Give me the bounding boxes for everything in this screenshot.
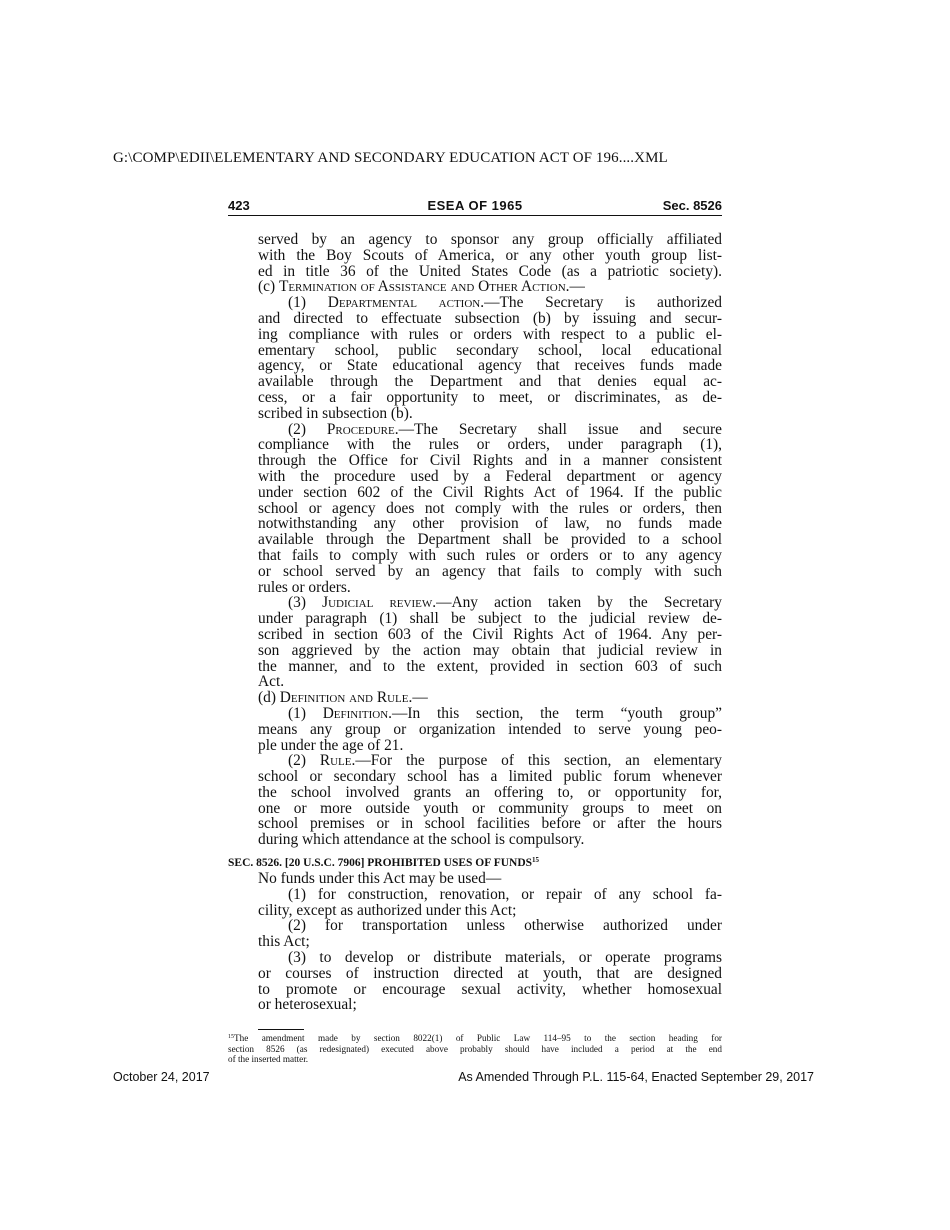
footnote-divider xyxy=(258,1029,304,1030)
text-line: or courses of instruction directed at youth, that are designed xyxy=(258,964,722,982)
running-title: ESEA OF 1965 xyxy=(427,198,523,213)
text-line: or school served by an agency that fails to comply with such xyxy=(258,562,722,580)
text-line: means any group or organization intended to serve young peo- xyxy=(258,720,722,738)
text-line: No funds under this Act may be used— xyxy=(258,870,502,887)
footer-amended-through: As Amended Through P.L. 115-64, Enacted September 29, 2017 xyxy=(458,1070,814,1084)
text-line: under section 602 of the Civil Rights Act of 1964. If the public xyxy=(258,483,722,501)
text-line: ple under the age of 21. xyxy=(258,736,404,754)
section-heading-text: SEC. 8526. [20 U.S.C. 7906] PROHIBITED USES OF FUNDS xyxy=(228,857,533,869)
text-line: or heterosexual; xyxy=(258,996,357,1014)
text-line: (3) Judicial review.—Any action taken by the Secretary xyxy=(288,594,723,612)
text-line: served by an agency to sponsor any group officially affiliated xyxy=(258,231,722,248)
text-line: ementary school, public secondary school, local educational xyxy=(258,341,722,359)
text-line: school or agency does not comply with the rules or orders, then xyxy=(258,499,722,517)
text-line: cess, or a fair opportunity to meet, or discriminates, as de- xyxy=(258,388,722,406)
text-line: that fails to comply with such rules or orders or to any agency xyxy=(258,546,722,564)
text-line: the manner, and to the extent, provided in section 603 of such xyxy=(258,657,722,675)
text-line: scribed in section 603 of the Civil Rights Act of 1964. Any per- xyxy=(258,625,722,643)
text-line: ed in title 36 of the United States Code (as a patriotic society). xyxy=(258,262,722,280)
footnote-number: 15 xyxy=(228,1034,234,1040)
text-line: (1) for construction, renovation, or repair of any school fa- xyxy=(288,885,722,903)
text-line: Act. xyxy=(258,673,285,691)
text-line: during which attendance at the school is compulsory. xyxy=(258,831,585,849)
text-line: school or secondary school has a limited public forum whenever xyxy=(258,768,722,786)
subsection-heading: Definition and Rule. xyxy=(279,689,413,707)
text-line: with the Boy Scouts of America, or any other youth group list- xyxy=(258,246,722,264)
footnote-line: $^{15}$The amendment made by section 8022(1) of Public Law 114–95 to the section heading for xyxy=(228,1033,722,1043)
text-line: the school involved grants an offering to, or opportunity for, xyxy=(258,783,722,801)
text-line: under paragraph (1) shall be subject to the judicial review de- xyxy=(258,610,722,628)
text-line: to promote or encourage sexual activity, whether homosexual xyxy=(258,980,722,998)
section-body xyxy=(258,871,722,1013)
text-line: compliance with the rules or orders, under paragraph (1), xyxy=(258,436,722,454)
text-line: scribed in subsection (b). xyxy=(258,404,413,422)
text-line: and directed to effectuate subsection (b) by issuing and secur- xyxy=(258,309,722,327)
body-text xyxy=(258,232,722,848)
text-line: son aggrieved by the action may obtain that judicial review in xyxy=(258,641,722,659)
subsection-heading: Rule. xyxy=(319,752,356,770)
text-line: this Act; xyxy=(258,933,310,951)
text-line: (1) Departmental action.—The Secretary is authorized xyxy=(288,294,722,312)
footnote xyxy=(228,1032,722,1065)
footnote-line: of the inserted matter. xyxy=(228,1054,309,1064)
text-line: available through the Department shall be provided to a school xyxy=(258,531,722,549)
subsection-heading: Procedure. xyxy=(326,420,399,438)
running-head xyxy=(228,198,722,216)
text-line: (2) Procedure.—The Secretary shall issue and secure xyxy=(288,420,722,438)
text-line: cility, except as authorized under this Act; xyxy=(258,901,517,919)
footnote-line: section 8526 (as redesignated) executed above probably should have included a period at the end xyxy=(228,1043,722,1054)
subsection-heading: Judicial review. xyxy=(322,594,437,612)
text-line: through the Office for Civil Rights and in a manner consistent xyxy=(258,452,722,470)
footnote-ref[interactable]: 15 xyxy=(532,856,540,864)
footer-date: October 24, 2017 xyxy=(113,1070,210,1084)
section-heading xyxy=(228,856,539,869)
text-line: (2) for transportation unless otherwise authorized under xyxy=(288,917,722,935)
text-line: (1) Definition.—In this section, the term “youth group” xyxy=(288,704,722,722)
subsection-heading: Departmental action. xyxy=(327,294,485,312)
text-line: rules or orders. xyxy=(258,578,351,596)
text-line: (d) Definition and Rule.— xyxy=(258,689,428,707)
text-line: with the procedure used by a Federal department or agency xyxy=(258,467,722,485)
file-path-header: G:\COMP\EDII\ELEMENTARY AND SECONDARY EDUCATION ACT OF 196....XML xyxy=(113,150,668,166)
text-line: ing compliance with rules or orders with respect to a public el- xyxy=(258,325,722,343)
text-line: notwithstanding any other provision of law, no funds made xyxy=(258,515,722,533)
subsection-heading: Definition. xyxy=(322,704,393,722)
text-line: agency, or State educational agency that receives funds made xyxy=(258,357,722,375)
subsection-heading: Termination of Assistance and Other Action. xyxy=(278,278,570,296)
text-line: available through the Department and that denies equal ac- xyxy=(258,373,722,391)
running-section: Sec. 8526 xyxy=(662,198,722,213)
text-line: school premises or in school facilities before or after the hours xyxy=(258,815,722,833)
text-line: (3) to develop or distribute materials, or operate programs xyxy=(288,948,722,966)
page-number: 423 xyxy=(228,198,250,213)
text-line: (c) Termination of Assistance and Other Action.— xyxy=(258,278,585,296)
text-line: one or more outside youth or community groups to meet on xyxy=(258,799,722,817)
text-line: (2) Rule.—For the purpose of this section, an elementary xyxy=(288,752,723,770)
